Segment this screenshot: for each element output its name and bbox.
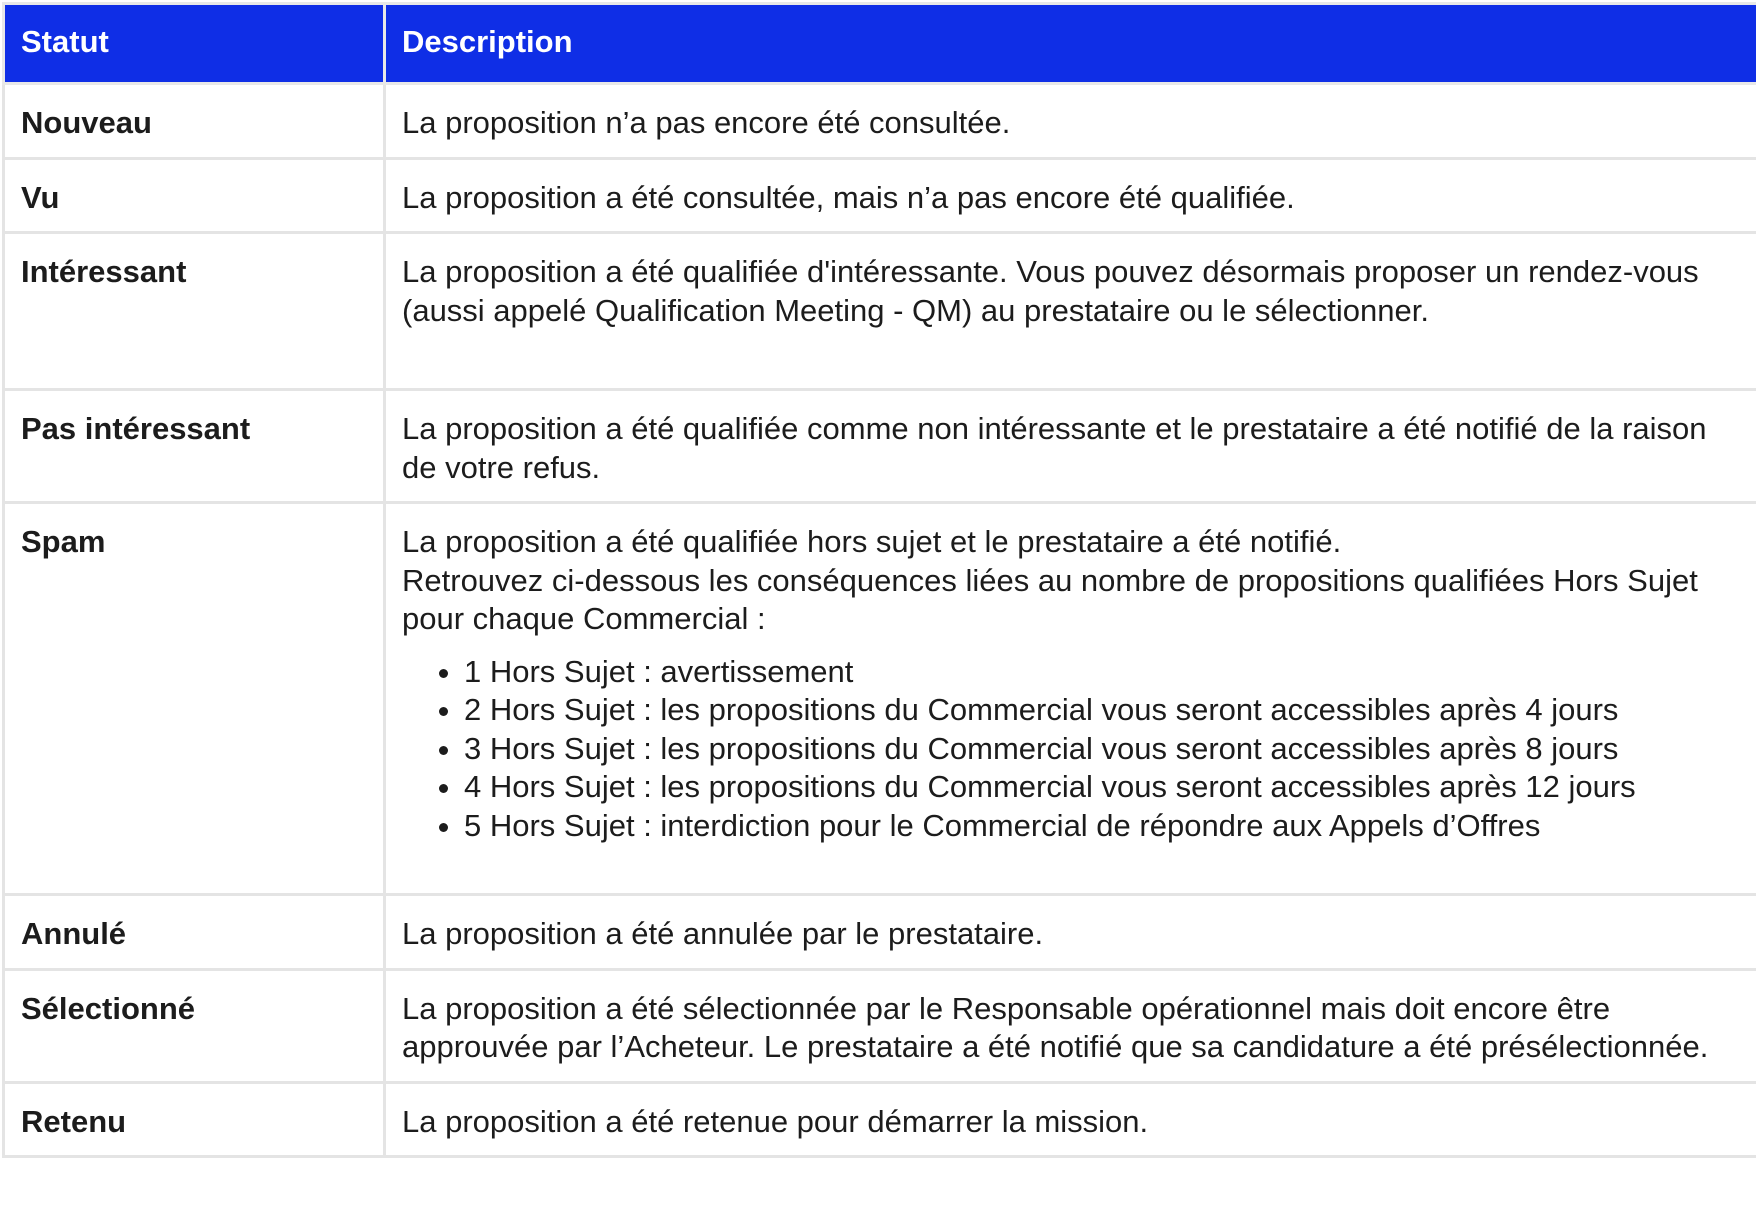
list-item: • 4 Hors Sujet : les propositions du Commercial vous seront accessibles après 12 jours bbox=[464, 768, 1740, 807]
table-row bbox=[4, 233, 1757, 390]
status-cell: Sélectionné bbox=[4, 969, 385, 1082]
table-row bbox=[4, 158, 1757, 233]
status-table-container bbox=[2, 2, 1756, 1214]
table-row bbox=[4, 84, 1757, 159]
status-cell: Nouveau bbox=[4, 84, 385, 159]
spam-description-line2: Retrouvez ci-dessous les conséquences liées au nombre de propositions qualifiées Hors Sujet pour chaque Commercial : bbox=[402, 562, 1698, 636]
table-row bbox=[4, 1082, 1757, 1157]
table-row bbox=[4, 969, 1757, 1082]
description-cell: La proposition a été qualifiée comme non intéressante et le prestataire a été notifié de la raison de votre refus. bbox=[385, 390, 1757, 503]
column-header-status: Statut bbox=[4, 4, 385, 84]
spam-consequences-list bbox=[402, 653, 1740, 846]
status-cell: Vu bbox=[4, 158, 385, 233]
description-cell: La proposition a été qualifiée d'intéressante. Vous pouvez désormais proposer un rendez-vous (aussi appelé Qualification Meeting - QM) au prestataire ou le sélectionner. bbox=[385, 233, 1757, 390]
description-cell: La proposition a été consultée, mais n’a pas encore été qualifiée. bbox=[385, 158, 1757, 233]
status-cell: Pas intéressant bbox=[4, 390, 385, 503]
status-cell: Annulé bbox=[4, 895, 385, 970]
table-row bbox=[4, 390, 1757, 503]
table-row bbox=[4, 895, 1757, 970]
status-cell: Retenu bbox=[4, 1082, 385, 1157]
list-item: • 1 Hors Sujet : avertissement bbox=[464, 653, 1740, 692]
spam-description-line1: La proposition a été qualifiée hors sujet et le prestataire a été notifié. bbox=[402, 524, 1342, 559]
table-header-row bbox=[4, 4, 1757, 84]
status-table bbox=[2, 2, 1756, 1158]
description-cell: La proposition a été retenue pour démarrer la mission. bbox=[385, 1082, 1757, 1157]
list-item: • 5 Hors Sujet : interdiction pour le Commercial de répondre aux Appels d’Offres bbox=[464, 807, 1740, 846]
column-header-description: Description bbox=[385, 4, 1757, 84]
list-item: • 3 Hors Sujet : les propositions du Commercial vous seront accessibles après 8 jours bbox=[464, 730, 1740, 769]
status-cell: Intéressant bbox=[4, 233, 385, 390]
description-cell: La proposition a été sélectionnée par le Responsable opérationnel mais doit encore être approuvée par l’Acheteur. Le prestataire a été notifié que sa candidature a été présélectionnée. bbox=[385, 969, 1757, 1082]
table-row bbox=[4, 503, 1757, 895]
description-cell: La proposition a été annulée par le prestataire. bbox=[385, 895, 1757, 970]
status-cell: Spam bbox=[4, 503, 385, 895]
description-cell: La proposition n’a pas encore été consultée. bbox=[385, 84, 1757, 159]
list-item: • 2 Hors Sujet : les propositions du Commercial vous seront accessibles après 4 jours bbox=[464, 691, 1740, 730]
description-cell bbox=[385, 503, 1757, 895]
